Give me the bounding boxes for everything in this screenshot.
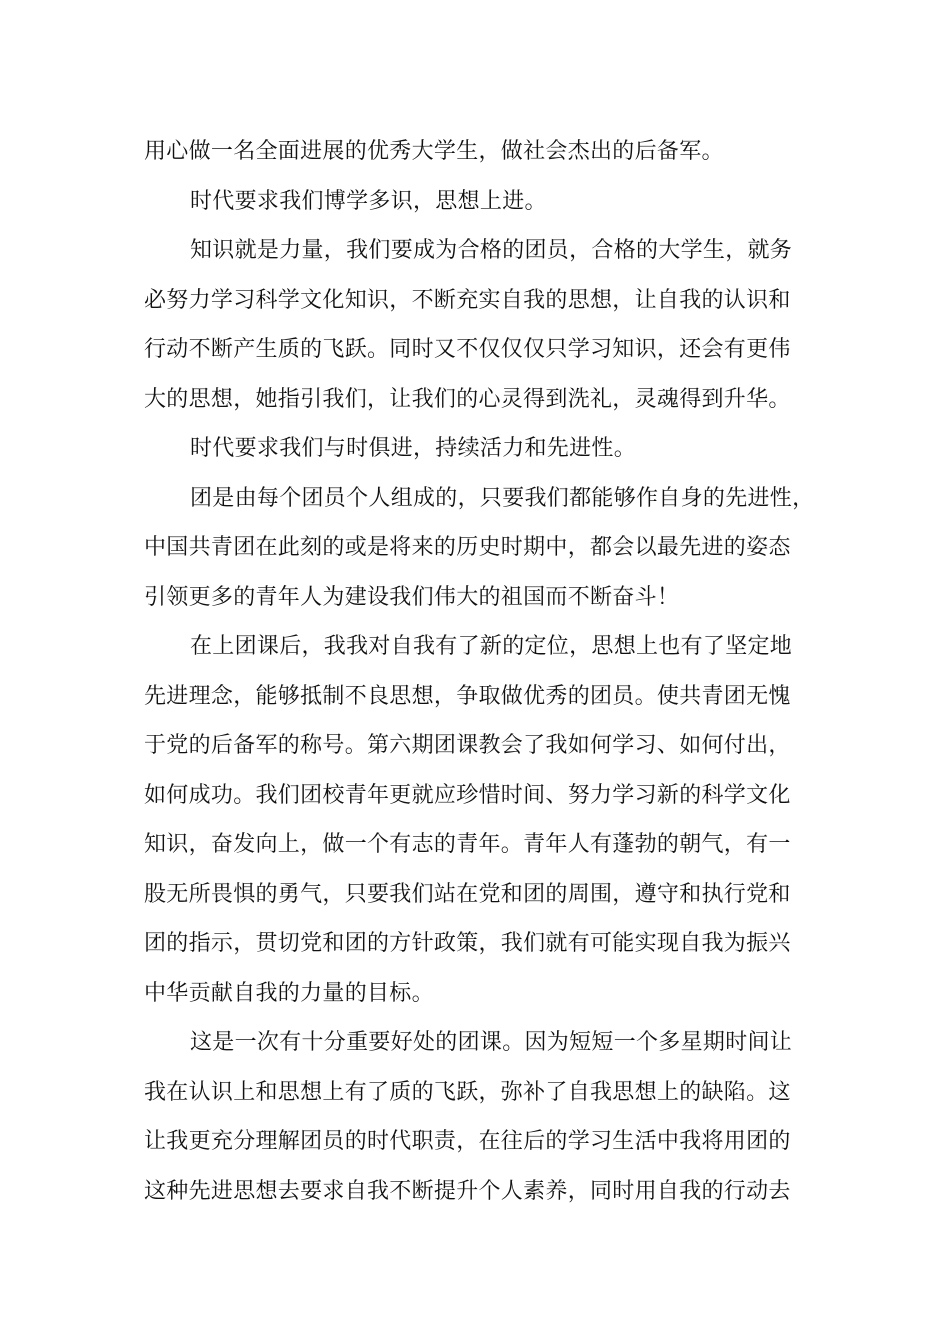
text-line: 必努力学习科学文化知识，不断充实自我的思想，让自我的认识和 [144, 287, 791, 313]
text-line: 用心做一名全面进展的优秀大学生，做社会杰出的后备军。 [144, 139, 724, 164]
text-line: 在上团课后，我我对自我有了新的定位，思想上也有了坚定地 [190, 634, 793, 659]
text-line: 大的思想，她指引我们，让我们的心灵得到洗礼，灵魂得到升华。 [144, 386, 791, 412]
text-line: 先进理念，能够抵制不良思想，争取做优秀的团员。使共青团无愧 [144, 683, 791, 709]
text-line: 时代要求我们与时俱进，持续活力和先进性。 [190, 436, 637, 461]
text-line: 这是一次有十分重要好处的团课。因为短短一个多星期时间让 [190, 1030, 793, 1055]
text-line: 团的指示，贯切党和团的方针政策，我们就有可能实现自我为振兴 [144, 931, 791, 956]
text-line: 知识就是力量，我们要成为合格的团员，合格的大学生，就务 [190, 238, 793, 263]
text-line: 股无所畏惧的勇气，只要我们站在党和团的周围，遵守和执行党和 [144, 881, 791, 907]
text-line: 团是由每个团员个人组成的，只要我们都能够作自身的先进性， [190, 485, 815, 511]
text-line: 让我更充分理解团员的时代职责，在往后的学习生活中我将用团的 [144, 1129, 791, 1154]
document-body [144, 127, 824, 1216]
text-line: 行动不断产生质的飞跃。同时又不仅仅仅只学习知识，还会有更伟 [144, 337, 791, 362]
text-line: 这种先进思想去要求自我不断提升个人素养，同时用自我的行动去 [144, 1178, 791, 1204]
text-line: 中华贡献自我的力量的目标。 [144, 980, 434, 1006]
text-line: 于党的后备军的称号。第六期团课教会了我如何学习、如何付出， [144, 733, 791, 758]
text-line: 引领更多的青年人为建设我们伟大的祖国而不断奋斗！ [144, 584, 680, 610]
text-line: 中国共青团在此刻的或是将来的历史时期中，都会以最先进的姿态 [144, 535, 791, 560]
text-line: 我在认识上和思想上有了质的飞跃，弥补了自我思想上的缺陷。这 [144, 1079, 791, 1105]
text-line: 知识，奋发向上，做一个有志的青年。青年人有蓬勃的朝气，有一 [144, 832, 791, 857]
text-line: 时代要求我们博学多识，思想上进。 [190, 188, 547, 214]
text-line: 如何成功。我们团校青年更就应珍惜时间、努力学习新的科学文化 [144, 782, 791, 808]
